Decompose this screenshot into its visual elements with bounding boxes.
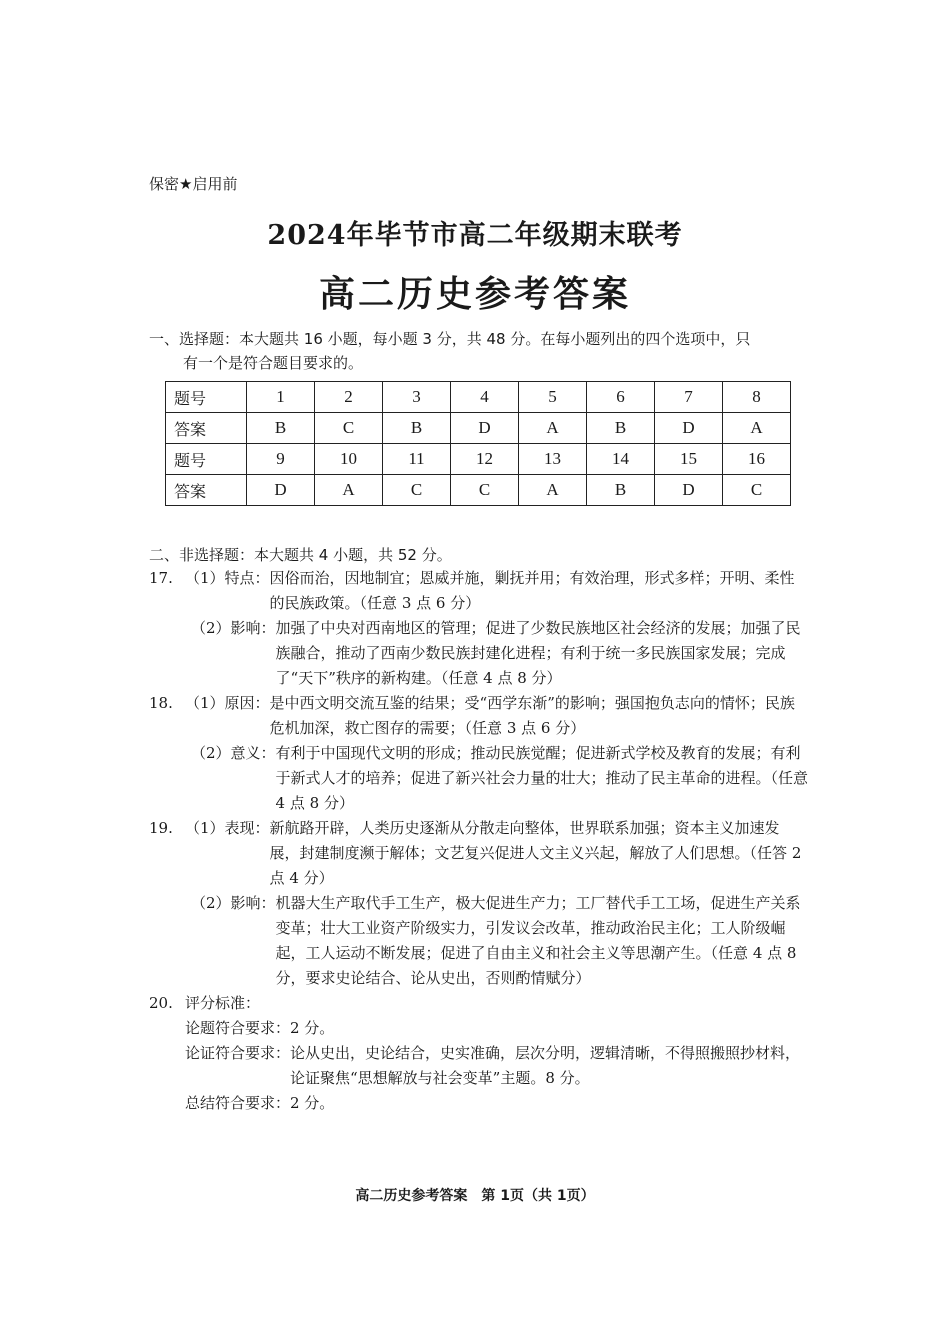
table-cell: B	[247, 413, 315, 444]
row-header-cell: 答案	[166, 413, 247, 444]
q20-heading: 评分标准：	[185, 994, 261, 1012]
table-cell: 5	[519, 382, 587, 413]
question-18	[149, 691, 809, 816]
table-row	[166, 413, 791, 444]
q18-part2	[191, 741, 809, 816]
table-cell: B	[587, 413, 655, 444]
part-label: 论证符合要求：	[185, 1044, 291, 1062]
row-header-cell: 答案	[166, 475, 247, 506]
question-number: 19.	[149, 819, 173, 837]
q17-part2	[191, 616, 809, 691]
section1-heading-line1: 一、选择题：本大题共 16 小题，每小题 3 分，共 48 分。在每小题列出的四个选项中，只	[149, 330, 751, 348]
table-cell: C	[315, 413, 383, 444]
table-cell: A	[723, 413, 791, 444]
row-header-cell: 题号	[166, 444, 247, 475]
q18-part1	[185, 691, 809, 741]
question-20	[149, 991, 809, 1116]
part-text: 是中西文明交流互鉴的结果；受“西学东渐”的影响；强国抱负志向的情怀；民族危机加深，救亡图存的需要；（任意 3 点 6 分）	[269, 694, 795, 737]
row-header-cell: 题号	[166, 382, 247, 413]
table-cell: 11	[383, 444, 451, 475]
part-text: 因俗而治，因地制宜；恩威并施，剿抚并用；有效治理，形式多样；开明、柔性的民族政策。（任意 3 点 6 分）	[269, 569, 795, 612]
table-cell: D	[247, 475, 315, 506]
table-cell: 12	[451, 444, 519, 475]
table-cell: 2	[315, 382, 383, 413]
table-cell: A	[519, 475, 587, 506]
table-cell: 4	[451, 382, 519, 413]
table-row	[166, 382, 791, 413]
table-cell: C	[451, 475, 519, 506]
answer-table	[165, 381, 791, 506]
part-label: （2）影响：	[191, 894, 276, 912]
table-cell: 9	[247, 444, 315, 475]
part-label: （1）原因：	[185, 694, 270, 712]
table-row	[166, 475, 791, 506]
part-label: （1）特点：	[185, 569, 270, 587]
table-cell: 1	[247, 382, 315, 413]
table-cell: 3	[383, 382, 451, 413]
part-label: （2）影响：	[191, 619, 276, 637]
part-text: 新航路开辟，人类历史逐渐从分散走向整体，世界联系加强；资本主义加速发展，封建制度濒于解体；文艺复兴促进人文主义兴起，解放了人们思想。（任答 2 点 4 分）	[269, 819, 802, 887]
part-text: 论从史出，史论结合，史实准确，层次分明，逻辑清晰，不得照搬照抄材料，论证聚焦“思想解放与社会变革”主题。8 分。	[290, 1044, 801, 1087]
page-footer: 高二历史参考答案 第 1页（共 1页）	[355, 1188, 595, 1204]
table-cell: A	[519, 413, 587, 444]
section1-heading	[149, 327, 809, 375]
part-text: 机器大生产取代手工生产，极大促进生产力；工厂替代手工工场，促进生产关系变革；壮大工业资产阶级实力，引发议会改革，推动政治民主化；工人阶级崛起，工人运动不断发展；促进了自由主义和社会主义等思潮产生。（任意 4 点 8 分，要求史论结合、论从史出，否则酌情赋分）	[275, 894, 801, 987]
table-cell: D	[655, 413, 723, 444]
table-cell: 8	[723, 382, 791, 413]
q20-line2	[185, 1041, 809, 1091]
section2-heading: 二、非选择题：本大题共 4 小题，共 52 分。	[149, 546, 452, 564]
exam-title: 2024年毕节市高二年级期末联考	[267, 220, 683, 251]
table-cell: B	[587, 475, 655, 506]
table-row	[166, 444, 791, 475]
part-label: （1）表现：	[185, 819, 270, 837]
table-cell: 13	[519, 444, 587, 475]
section2-body	[149, 566, 809, 1116]
table-cell: 6	[587, 382, 655, 413]
question-number: 20.	[149, 994, 173, 1012]
q19-part2	[191, 891, 809, 991]
part-label: （2）意义：	[191, 744, 276, 762]
table-cell: D	[655, 475, 723, 506]
table-cell: 15	[655, 444, 723, 475]
q19-part1	[185, 816, 809, 891]
table-cell: C	[383, 475, 451, 506]
answer-key-title: 高二历史参考答案	[318, 273, 631, 315]
question-number: 18.	[149, 694, 173, 712]
question-number: 17.	[149, 569, 173, 587]
table-cell: 7	[655, 382, 723, 413]
table-cell: 10	[315, 444, 383, 475]
confidential-label: 保密★启用前	[149, 175, 238, 193]
q17-part1	[185, 566, 809, 616]
q20-line3: 总结符合要求：2 分。	[185, 1094, 335, 1112]
table-cell: D	[451, 413, 519, 444]
question-19	[149, 816, 809, 991]
table-cell: 14	[587, 444, 655, 475]
table-cell: B	[383, 413, 451, 444]
table-cell: 16	[723, 444, 791, 475]
table-cell: C	[723, 475, 791, 506]
table-cell: A	[315, 475, 383, 506]
part-text: 加强了中央对西南地区的管理；促进了少数民族地区社会经济的发展；加强了民族融合，推动了西南少数民族封建化进程；有利于统一多民族国家发展；完成了“天下”秩序的新构建。（任意 4 点 8 分）	[275, 619, 801, 687]
q20-line1: 论题符合要求：2 分。	[185, 1019, 335, 1037]
part-text: 有利于中国现代文明的形成；推动民族觉醒；促进新式学校及教育的发展；有利于新式人才的培养；促进了新兴社会力量的壮大；推动了民主革命的进程。（任意 4 点 8 分）	[275, 744, 809, 812]
section1-heading-line2: 有一个是符合题目要求的。	[183, 354, 364, 372]
question-17	[149, 566, 809, 691]
